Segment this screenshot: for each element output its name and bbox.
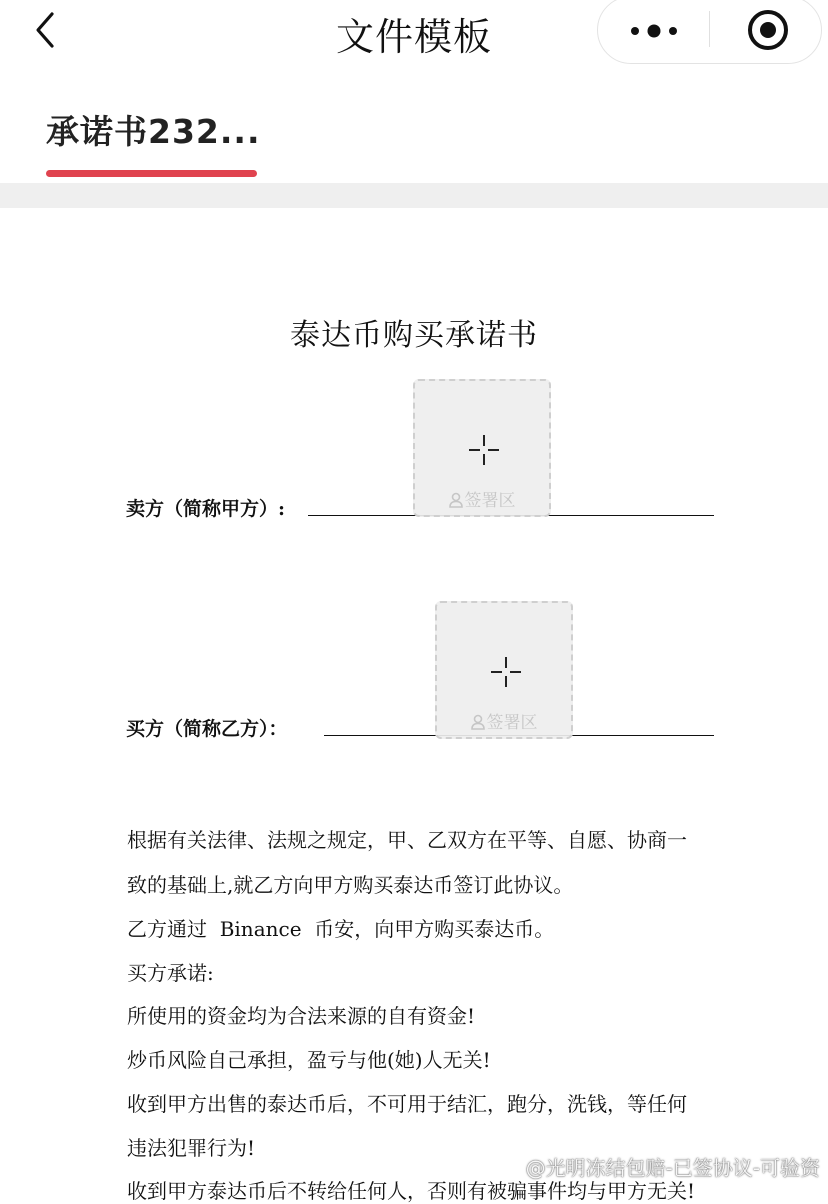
document-title: 泰达币购买承诺书 [290, 318, 538, 353]
paragraph-line: 收到甲方出售的泰达币后，不可用于结汇，跑分，洗钱，等任何 [127, 1092, 687, 1116]
target-circle-icon [746, 8, 790, 52]
more-dots-icon [630, 17, 680, 45]
sign-zone-label: 签署区 [437, 708, 571, 733]
paragraph-line: 买方承诺: [127, 961, 214, 985]
active-tab-indicator [46, 170, 257, 177]
paragraph-line: 炒币风险自己承担，盈亏与他(她)人无关! [127, 1048, 491, 1072]
navigation-bar [0, 0, 828, 66]
paragraph-line: 所使用的资金均为合法来源的自有资金! [127, 1004, 476, 1028]
crosshair-icon [467, 433, 501, 467]
buyer-label: 买方（简称乙方）： [126, 718, 288, 740]
crosshair-icon [489, 655, 523, 689]
paragraph-line: 收到甲方泰达币后不转给任何人，否则有被骗事件均与甲方无关! [127, 1179, 696, 1203]
paragraph-line: 根据有关法律、法规之规定，甲、乙双方在平等、自愿、协商一 [127, 828, 687, 852]
user-icon [471, 714, 485, 730]
tab-document[interactable]: 承诺书232... [46, 112, 261, 151]
watermark: @光明冻结包赔-已签协议-可验资 [502, 1152, 820, 1181]
document-page [0, 208, 828, 1203]
close-mini-program-button[interactable] [746, 8, 790, 52]
page-title: 文件模板 [335, 15, 492, 59]
mini-program-capsule [597, 0, 822, 64]
sign-zone-label: 签署区 [415, 486, 549, 511]
capsule-divider [709, 11, 710, 47]
section-divider [0, 183, 828, 208]
tab-bar [0, 66, 828, 183]
more-button[interactable] [630, 17, 680, 45]
flower-icon [502, 1158, 522, 1178]
seller-label: 卖方（简称甲方）: [126, 498, 286, 520]
paragraph-line: 乙方通过 Binance 币安，向甲方购买泰达币。 [127, 917, 555, 941]
seller-sign-zone[interactable] [413, 379, 551, 517]
user-icon [449, 492, 463, 508]
paragraph-line: 违法犯罪行为! [127, 1136, 256, 1160]
paragraph-line: 致的基础上,就乙方向甲方购买泰达币签订此协议。 [127, 873, 574, 897]
buyer-sign-zone[interactable] [435, 601, 573, 739]
